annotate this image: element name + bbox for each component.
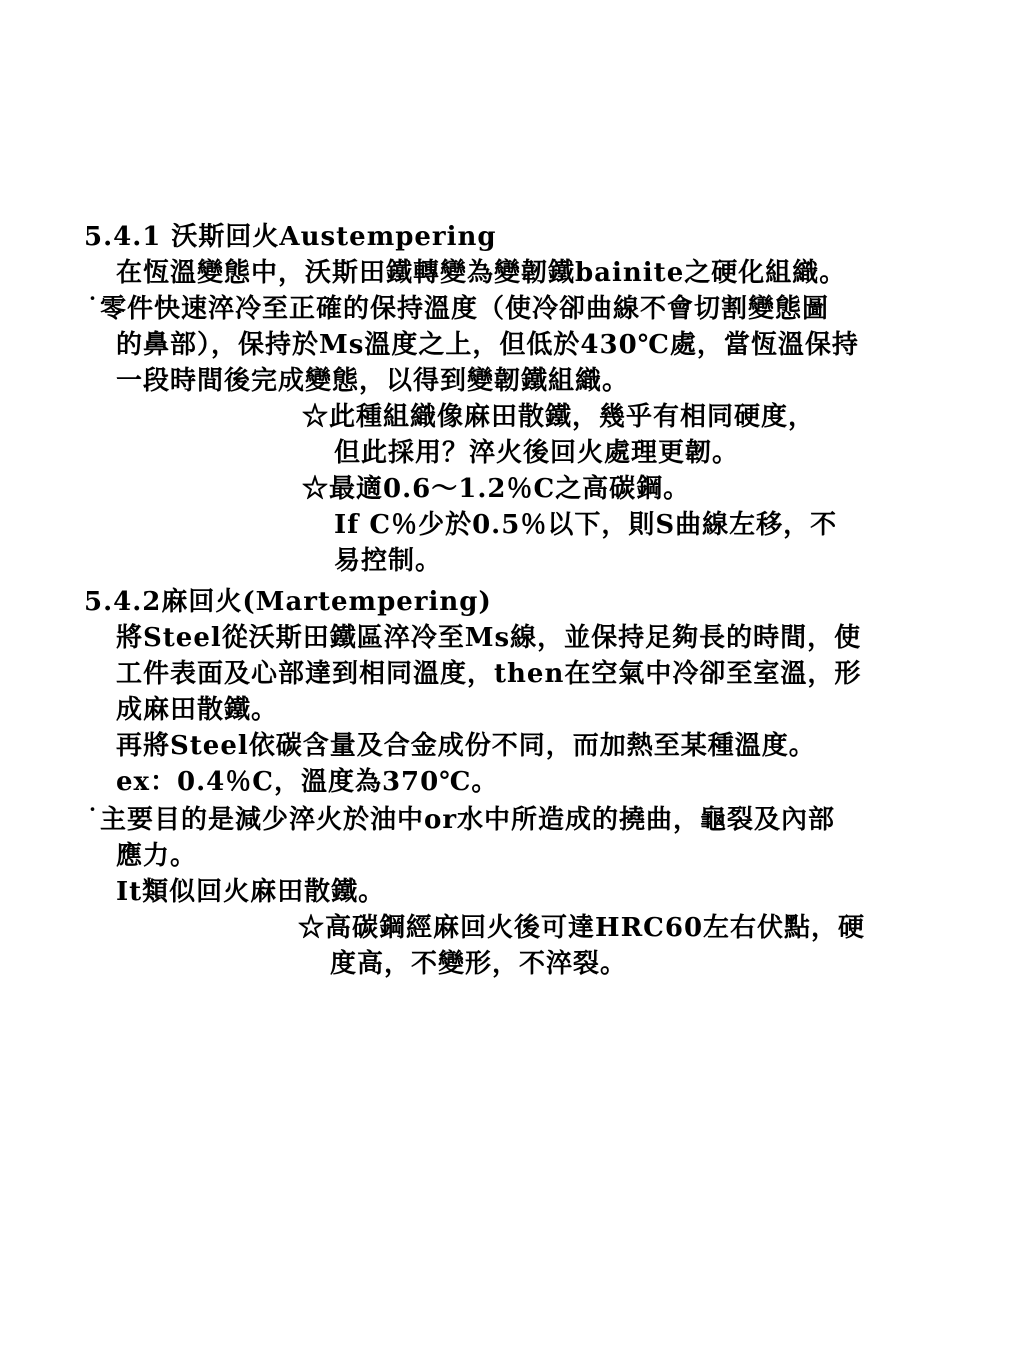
note-line: 度高，不變形，不淬裂。: [330, 949, 628, 979]
text-line: 一段時間後完成變態，以得到變韌鐵組織。: [116, 366, 630, 396]
text-line: It類似回火麻田散鐵。: [116, 877, 386, 907]
note-line: ☆高碳鋼經麻回火後可達HRC60左右伏點，硬: [298, 913, 866, 943]
text-line: 工件表面及心部達到相同溫度，then在空氣中冷卻至室溫，形: [116, 659, 862, 689]
text-line: 成麻田散鐵。: [116, 695, 279, 725]
heading-austempering: 5.4.1 沃斯回火Austempering: [84, 222, 497, 252]
text-line: 應力。: [116, 841, 198, 871]
note-line: ☆最適0.6～1.2％C之高碳鋼。: [302, 474, 691, 504]
note-line: 易控制。: [334, 546, 443, 576]
text-line: 在恆溫變態中，沃斯田鐵轉變為變韌鐵bainite之硬化組織。: [116, 258, 847, 288]
heading-martempering: 5.4.2麻回火(Martempering): [84, 587, 492, 617]
note-line: ☆此種組織像麻田散鐵，幾乎有相同硬度，: [302, 402, 816, 432]
text-line: 再將Steel依碳含量及合金成份不同，而加熱至某種溫度。: [116, 731, 816, 761]
text-line: ˙零件快速淬冷至正確的保持溫度（使冷卻曲線不會切割變態圖: [86, 294, 830, 324]
text-line: 的鼻部），保持於Ms溫度之上，但低於430℃處，當恆溫保持: [116, 330, 859, 360]
note-line: If C％少於0.5％以下，則S曲線左移，不: [334, 510, 838, 540]
text-line: ex：0.4％C，溫度為370℃。: [116, 767, 499, 797]
text-line: 將Steel從沃斯田鐵區淬冷至Ms線，並保持足夠長的時間，使: [116, 623, 862, 653]
note-line: 但此採用？淬火後回火處理更韌。: [334, 438, 740, 468]
text-line: ˙主要目的是減少淬火於油中or水中所造成的撓曲，龜裂及內部: [86, 805, 836, 835]
